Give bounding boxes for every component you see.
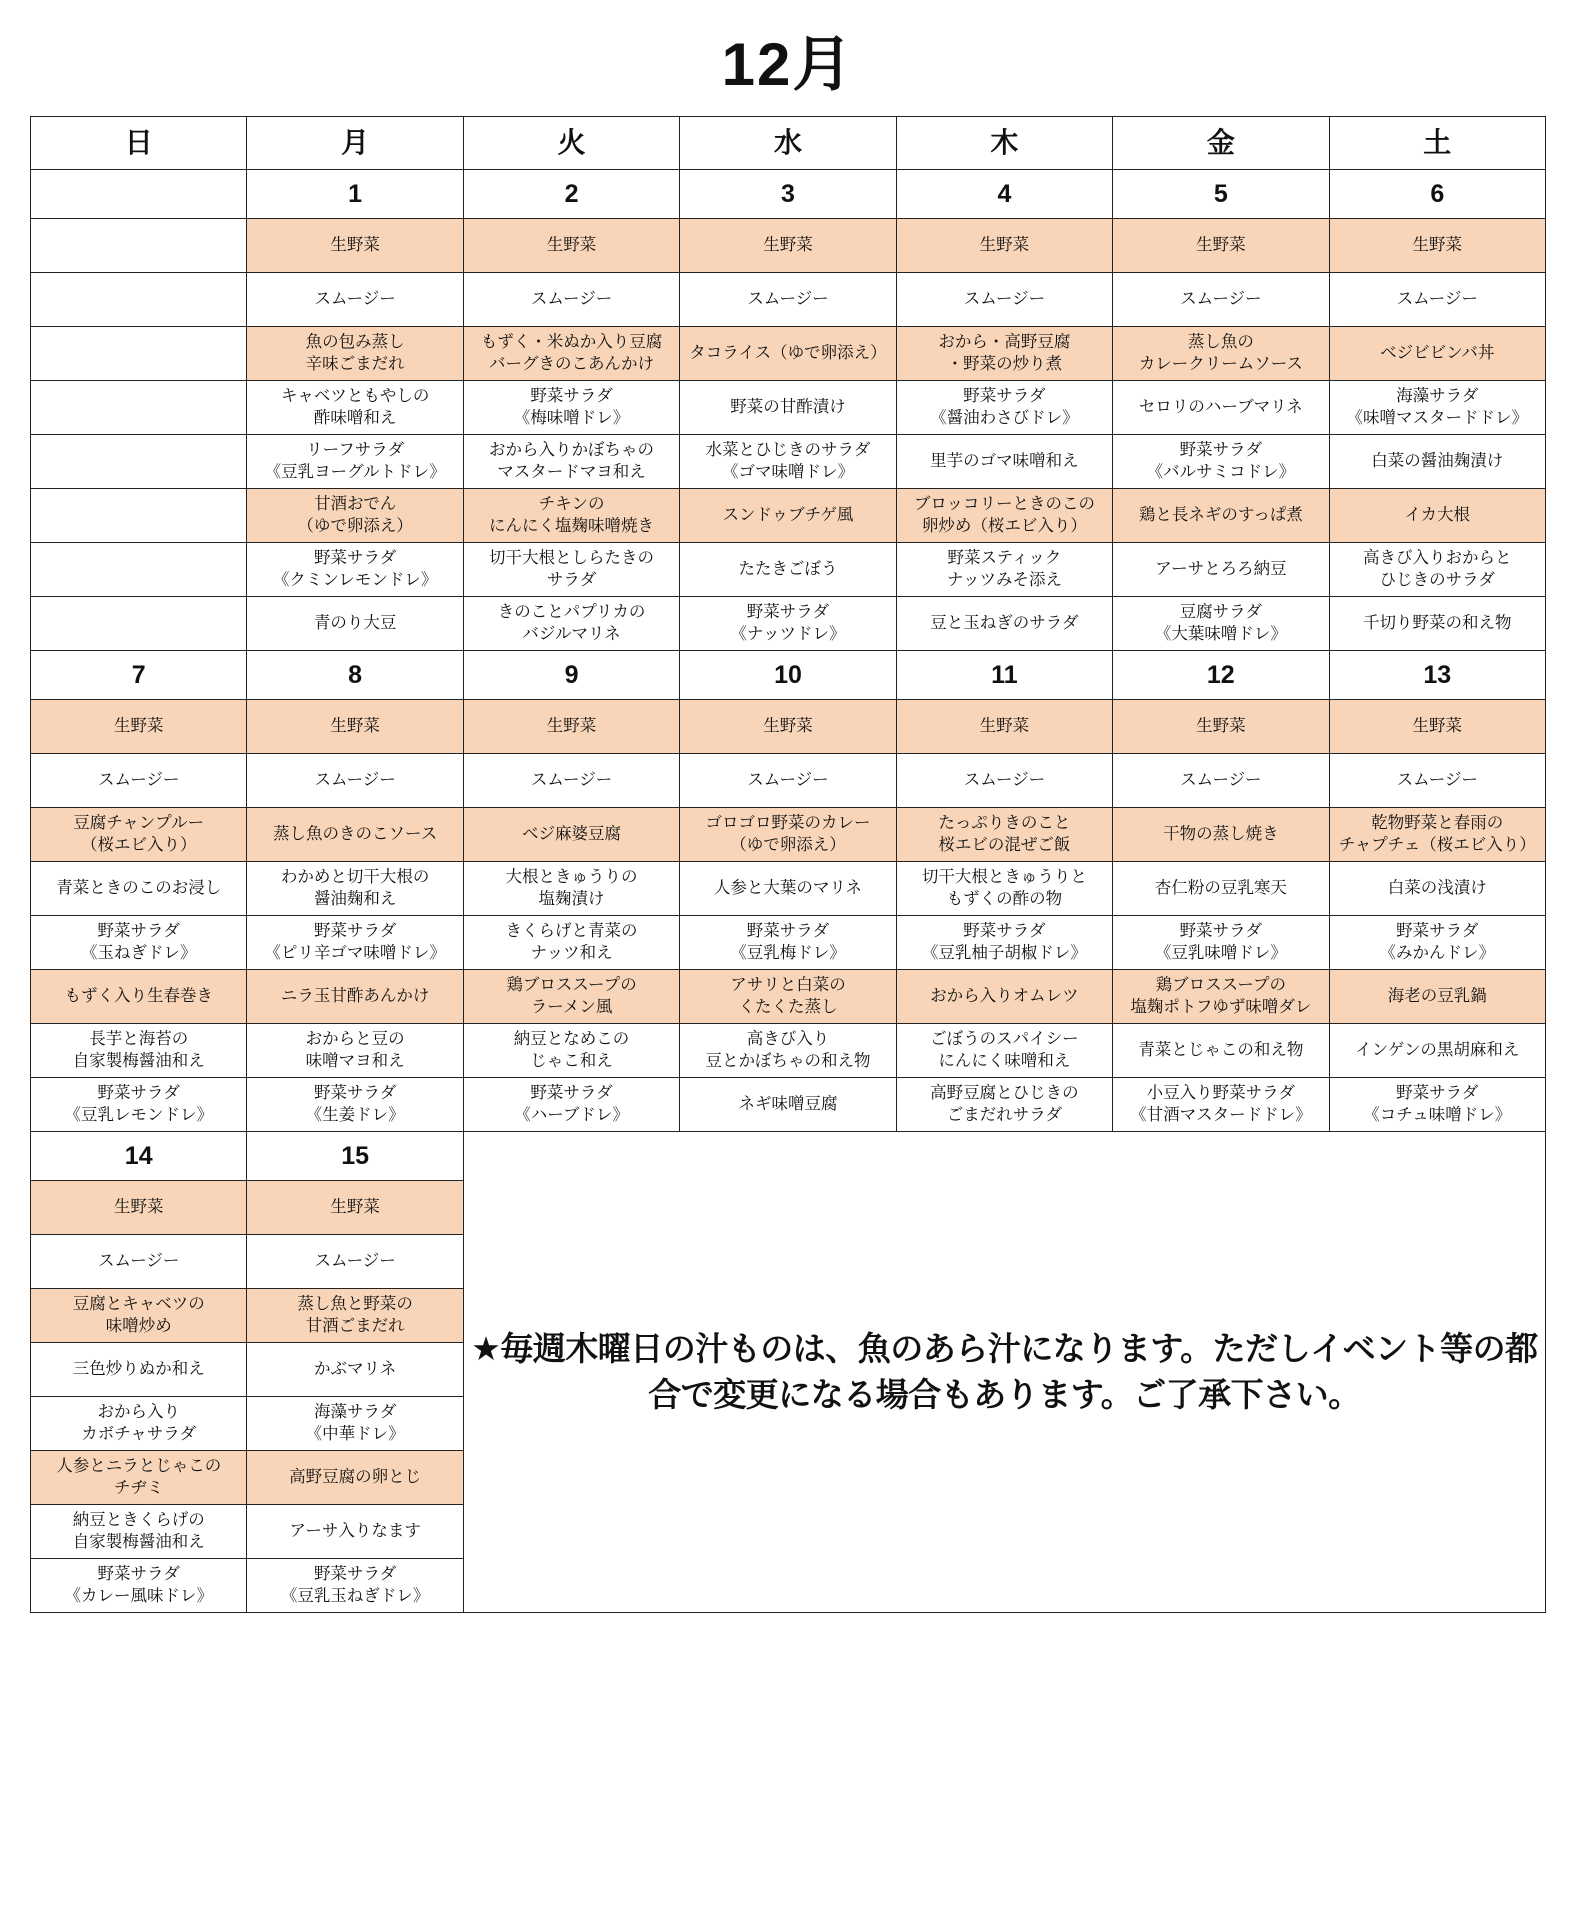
empty-menu-cell — [31, 381, 247, 435]
weekday-header-row — [31, 117, 1546, 170]
weekday-header-5: 金 — [1113, 117, 1329, 170]
menu-cell: 干物の蒸し焼き — [1113, 808, 1329, 862]
menu-row — [31, 327, 1546, 381]
menu-cell: おから入りオムレツ — [896, 970, 1112, 1024]
menu-cell: 野菜サラダ 《醤油わさびドレ》 — [896, 381, 1112, 435]
menu-row — [31, 381, 1546, 435]
menu-cell: 杏仁粉の豆乳寒天 — [1113, 862, 1329, 916]
menu-cell: 鶏と長ネギのすっぱ煮 — [1113, 489, 1329, 543]
page-title: 12月 — [721, 31, 855, 98]
menu-row — [31, 970, 1546, 1024]
empty-menu-cell — [31, 435, 247, 489]
empty-menu-cell — [31, 597, 247, 651]
menu-cell: 高野豆腐とひじきの ごまだれサラダ — [896, 1078, 1112, 1132]
menu-cell: リーフサラダ 《豆乳ヨーグルトドレ》 — [247, 435, 463, 489]
menu-cell: 里芋のゴマ味噌和え — [896, 435, 1112, 489]
menu-row — [31, 219, 1546, 273]
weekday-header-0: 日 — [31, 117, 247, 170]
menu-cell: 野菜の甘酢漬け — [680, 381, 896, 435]
menu-row — [31, 916, 1546, 970]
menu-cell: チキンの にんにく塩麹味噌焼き — [463, 489, 679, 543]
note-text: ★毎週木曜日の汁ものは、魚のあら汁になります。ただしイベント等の都合で変更になる場合もあります。ご了承下さい。 — [471, 1330, 1538, 1413]
menu-cell: 野菜サラダ 《豆乳玉ねぎドレ》 — [247, 1559, 463, 1613]
menu-cell: おからと豆の 味噌マヨ和え — [247, 1024, 463, 1078]
menu-cell: スムージー — [463, 273, 679, 327]
menu-cell: 大根ときゅうりの 塩麹漬け — [463, 862, 679, 916]
menu-row — [31, 597, 1546, 651]
menu-cell: 生野菜 — [896, 700, 1112, 754]
menu-cell: 豆腐とキャベツの 味噌炒め — [31, 1289, 247, 1343]
menu-cell: 生野菜 — [1113, 700, 1329, 754]
menu-cell: 野菜サラダ 《豆乳梅ドレ》 — [680, 916, 896, 970]
empty-menu-cell — [31, 327, 247, 381]
menu-cell: インゲンの黒胡麻和え — [1329, 1024, 1545, 1078]
menu-cell: 野菜サラダ 《豆乳柚子胡椒ドレ》 — [896, 916, 1112, 970]
menu-cell: ゴロゴロ野菜のカレー （ゆで卵添え） — [680, 808, 896, 862]
menu-cell: 野菜スティック ナッツみそ添え — [896, 543, 1112, 597]
menu-cell: 青のり大豆 — [247, 597, 463, 651]
menu-cell: 野菜サラダ 《ナッツドレ》 — [680, 597, 896, 651]
weekday-header-1: 月 — [247, 117, 463, 170]
day-number-row — [31, 170, 1546, 219]
menu-cell: 生野菜 — [247, 700, 463, 754]
menu-cell: 野菜サラダ 《ハーブドレ》 — [463, 1078, 679, 1132]
menu-cell: きくらげと青菜の ナッツ和え — [463, 916, 679, 970]
menu-cell: スムージー — [1113, 273, 1329, 327]
menu-cell: スムージー — [896, 754, 1112, 808]
menu-row — [31, 862, 1546, 916]
menu-cell: 蒸し魚と野菜の 甘酒ごまだれ — [247, 1289, 463, 1343]
weekday-header-3: 水 — [680, 117, 896, 170]
menu-cell: 小豆入り野菜サラダ 《甘酒マスタードドレ》 — [1113, 1078, 1329, 1132]
menu-cell: 生野菜 — [247, 219, 463, 273]
menu-cell: スムージー — [1113, 754, 1329, 808]
day-number-cell: 12 — [1113, 651, 1329, 700]
menu-cell: 納豆となめこの じゃこ和え — [463, 1024, 679, 1078]
menu-cell: イカ大根 — [1329, 489, 1545, 543]
menu-cell: アーサ入りなます — [247, 1505, 463, 1559]
menu-cell: スムージー — [31, 1235, 247, 1289]
weekday-header-4: 木 — [896, 117, 1112, 170]
menu-cell: 生野菜 — [463, 219, 679, 273]
note-cell — [463, 1132, 1545, 1613]
menu-cell: 豆腐チャンプルー （桜エビ入り） — [31, 808, 247, 862]
menu-cell: 白菜の浅漬け — [1329, 862, 1545, 916]
menu-cell: 野菜サラダ 《カレー風味ドレ》 — [31, 1559, 247, 1613]
menu-row — [31, 435, 1546, 489]
menu-row — [31, 543, 1546, 597]
menu-cell: アサリと白菜の くたくた蒸し — [680, 970, 896, 1024]
menu-cell: 蒸し魚のきのこソース — [247, 808, 463, 862]
menu-cell: 海藻サラダ 《中華ドレ》 — [247, 1397, 463, 1451]
menu-cell: アーサとろろ納豆 — [1113, 543, 1329, 597]
menu-cell: スムージー — [247, 1235, 463, 1289]
menu-row — [31, 273, 1546, 327]
menu-cell: 生野菜 — [896, 219, 1112, 273]
menu-cell: キャベツともやしの 酢味噌和え — [247, 381, 463, 435]
menu-cell: わかめと切干大根の 醤油麹和え — [247, 862, 463, 916]
menu-row — [31, 754, 1546, 808]
empty-menu-cell — [31, 543, 247, 597]
menu-cell: スムージー — [1329, 754, 1545, 808]
menu-row — [31, 1024, 1546, 1078]
empty-menu-cell — [31, 489, 247, 543]
menu-cell: 海老の豆乳鍋 — [1329, 970, 1545, 1024]
menu-cell: 鶏ブロススープの 塩麹ポトフゆず味噌ダレ — [1113, 970, 1329, 1024]
weekday-header-2: 火 — [463, 117, 679, 170]
menu-cell: 三色炒りぬか和え — [31, 1343, 247, 1397]
empty-day-cell — [31, 170, 247, 219]
day-number-cell: 14 — [31, 1132, 247, 1181]
day-number-cell: 11 — [896, 651, 1112, 700]
menu-row — [31, 700, 1546, 754]
menu-cell: 生野菜 — [1113, 219, 1329, 273]
menu-cell: スムージー — [680, 754, 896, 808]
menu-cell: 納豆ときくらげの 自家製梅醤油和え — [31, 1505, 247, 1559]
menu-cell: 野菜サラダ 《玉ねぎドレ》 — [31, 916, 247, 970]
menu-cell: 野菜サラダ 《豆乳レモンドレ》 — [31, 1078, 247, 1132]
menu-cell: スムージー — [247, 754, 463, 808]
menu-cell: タコライス（ゆで卵添え） — [680, 327, 896, 381]
menu-cell: 高野豆腐の卵とじ — [247, 1451, 463, 1505]
menu-cell: 白菜の醤油麹漬け — [1329, 435, 1545, 489]
menu-cell: 生野菜 — [463, 700, 679, 754]
day-number-cell: 3 — [680, 170, 896, 219]
day-number-cell: 9 — [463, 651, 679, 700]
menu-cell: 人参と大葉のマリネ — [680, 862, 896, 916]
empty-menu-cell — [31, 219, 247, 273]
menu-cell: 海藻サラダ 《味噌マスタードドレ》 — [1329, 381, 1545, 435]
menu-cell: 高きび入り 豆とかぼちゃの和え物 — [680, 1024, 896, 1078]
menu-cell: 生野菜 — [680, 700, 896, 754]
day-number-cell: 13 — [1329, 651, 1545, 700]
menu-cell: 野菜サラダ 《梅味噌ドレ》 — [463, 381, 679, 435]
menu-cell: 蒸し魚の カレークリームソース — [1113, 327, 1329, 381]
menu-cell: 野菜サラダ 《豆乳味噌ドレ》 — [1113, 916, 1329, 970]
menu-cell: 野菜サラダ 《ピリ辛ゴマ味噌ドレ》 — [247, 916, 463, 970]
menu-cell: 生野菜 — [680, 219, 896, 273]
menu-cell: スムージー — [1329, 273, 1545, 327]
menu-cell: スムージー — [896, 273, 1112, 327]
menu-cell: 高きび入りおからと ひじきのサラダ — [1329, 543, 1545, 597]
day-number-cell: 1 — [247, 170, 463, 219]
menu-cell: きのことパプリカの バジルマリネ — [463, 597, 679, 651]
weekday-header-6: 土 — [1329, 117, 1545, 170]
menu-row — [31, 489, 1546, 543]
menu-cell: スンドゥブチゲ風 — [680, 489, 896, 543]
menu-cell: 生野菜 — [247, 1181, 463, 1235]
menu-cell: 青菜とじゃこの和え物 — [1113, 1024, 1329, 1078]
empty-menu-cell — [31, 273, 247, 327]
menu-cell: スムージー — [31, 754, 247, 808]
menu-cell: 切干大根ときゅうりと もずくの酢の物 — [896, 862, 1112, 916]
menu-cell: ネギ味噌豆腐 — [680, 1078, 896, 1132]
menu-cell: 野菜サラダ 《コチュ味噌ドレ》 — [1329, 1078, 1545, 1132]
menu-cell: 魚の包み蒸し 辛味ごまだれ — [247, 327, 463, 381]
menu-cell: 乾物野菜と春雨の チャプチェ（桜エビ入り） — [1329, 808, 1545, 862]
day-number-cell: 8 — [247, 651, 463, 700]
menu-cell: 野菜サラダ 《バルサミコドレ》 — [1113, 435, 1329, 489]
menu-cell: ベジ麻婆豆腐 — [463, 808, 679, 862]
menu-cell: 長芋と海苔の 自家製梅醤油和え — [31, 1024, 247, 1078]
day-number-cell: 2 — [463, 170, 679, 219]
menu-cell: 野菜サラダ 《生姜ドレ》 — [247, 1078, 463, 1132]
menu-cell: 水菜とひじきのサラダ 《ゴマ味噌ドレ》 — [680, 435, 896, 489]
menu-cell: 豆と玉ねぎのサラダ — [896, 597, 1112, 651]
menu-cell: 千切り野菜の和え物 — [1329, 597, 1545, 651]
menu-cell: セロリのハーブマリネ — [1113, 381, 1329, 435]
menu-cell: ニラ玉甘酢あんかけ — [247, 970, 463, 1024]
menu-row — [31, 808, 1546, 862]
menu-cell: たたきごぼう — [680, 543, 896, 597]
menu-cell: おから・高野豆腐 ・野菜の炒り煮 — [896, 327, 1112, 381]
menu-cell: おから入り カボチャサラダ — [31, 1397, 247, 1451]
day-number-cell: 15 — [247, 1132, 463, 1181]
menu-cell: ごぼうのスパイシー にんにく味噌和え — [896, 1024, 1112, 1078]
menu-cell: 野菜サラダ 《みかんドレ》 — [1329, 916, 1545, 970]
menu-cell: スムージー — [247, 273, 463, 327]
menu-cell: 鶏ブロススープの ラーメン風 — [463, 970, 679, 1024]
menu-cell: 切干大根としらたきの サラダ — [463, 543, 679, 597]
menu-cell: 生野菜 — [31, 1181, 247, 1235]
day-number-cell: 10 — [680, 651, 896, 700]
menu-cell: 青菜ときのこのお浸し — [31, 862, 247, 916]
menu-cell: たっぷりきのこと 桜エビの混ぜご飯 — [896, 808, 1112, 862]
day-number-row — [31, 651, 1546, 700]
day-number-row — [31, 1132, 1546, 1181]
menu-cell: 生野菜 — [1329, 700, 1545, 754]
menu-cell: スムージー — [463, 754, 679, 808]
menu-cell: 野菜サラダ 《クミンレモンドレ》 — [247, 543, 463, 597]
menu-cell: 甘酒おでん （ゆで卵添え） — [247, 489, 463, 543]
menu-cell: もずく入り生春巻き — [31, 970, 247, 1024]
calendar-body — [31, 117, 1546, 1613]
menu-cell: おから入りかぼちゃの マスタードマヨ和え — [463, 435, 679, 489]
menu-cell: 生野菜 — [1329, 219, 1545, 273]
menu-row — [31, 1078, 1546, 1132]
day-number-cell: 4 — [896, 170, 1112, 219]
menu-cell: かぶマリネ — [247, 1343, 463, 1397]
day-number-cell: 5 — [1113, 170, 1329, 219]
menu-cell: スムージー — [680, 273, 896, 327]
menu-cell: もずく・米ぬか入り豆腐 バーグきのこあんかけ — [463, 327, 679, 381]
menu-cell: 生野菜 — [31, 700, 247, 754]
menu-cell: ブロッコリーときのこの 卵炒め（桜エビ入り） — [896, 489, 1112, 543]
menu-calendar-table — [30, 116, 1546, 1613]
menu-cell: ベジビビンバ丼 — [1329, 327, 1545, 381]
menu-cell: 人参とニラとじゃこの チヂミ — [31, 1451, 247, 1505]
day-number-cell: 6 — [1329, 170, 1545, 219]
menu-cell: 豆腐サラダ 《大葉味噌ドレ》 — [1113, 597, 1329, 651]
day-number-cell: 7 — [31, 651, 247, 700]
